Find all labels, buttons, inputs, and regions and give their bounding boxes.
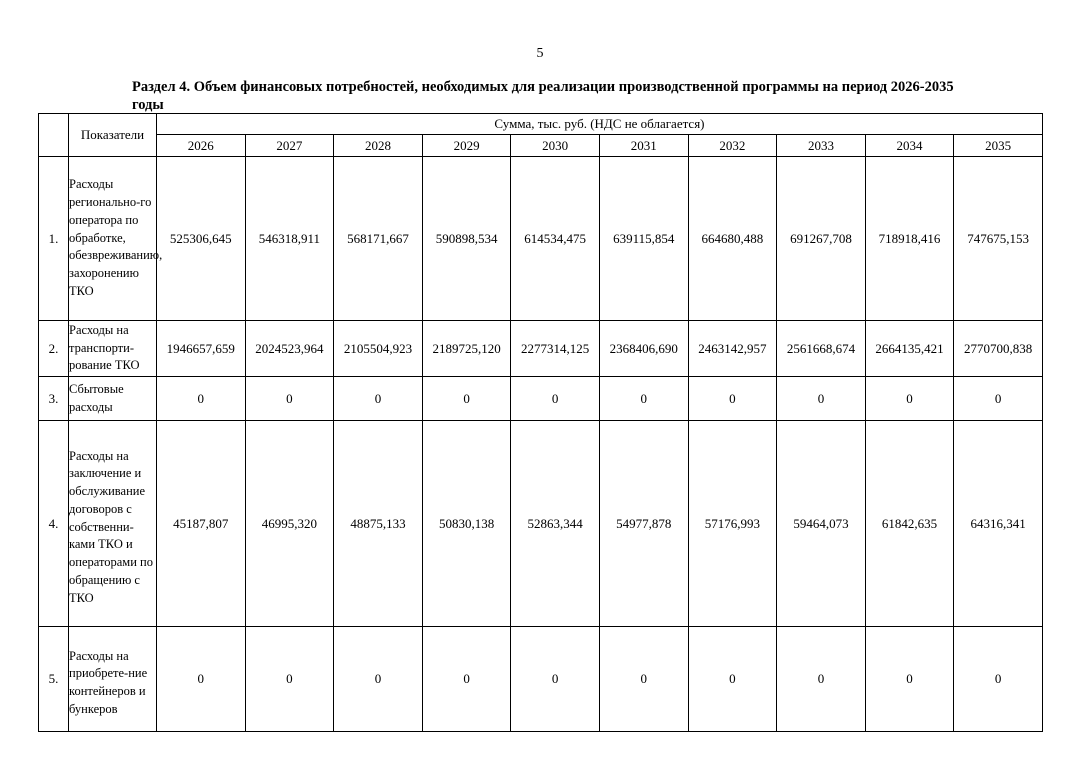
row-value: 48875,133 (334, 421, 423, 627)
row-value: 54977,878 (599, 421, 688, 627)
header-cell-year-2033: 2033 (777, 135, 866, 157)
table-row (39, 377, 1043, 421)
table-header-row-years (39, 135, 1043, 157)
row-value: 0 (954, 627, 1043, 732)
row-value: 2277314,125 (511, 321, 600, 377)
row-value: 525306,645 (157, 157, 246, 321)
row-value: 691267,708 (777, 157, 866, 321)
row-value: 568171,667 (334, 157, 423, 321)
header-cell-sum-group: Сумма, тыс. руб. (НДС не облагается) (157, 114, 1043, 135)
header-cell-year-2027: 2027 (245, 135, 334, 157)
page-number: 5 (536, 46, 544, 61)
row-value: 0 (422, 377, 511, 421)
row-value: 614534,475 (511, 157, 600, 321)
header-cell-year-2028: 2028 (334, 135, 423, 157)
row-value: 0 (334, 627, 423, 732)
header-cell-indicators: Показатели (69, 114, 157, 157)
table-row (39, 321, 1043, 377)
row-value: 61842,635 (865, 421, 954, 627)
row-value: 0 (865, 627, 954, 732)
row-number: 5. (39, 627, 69, 732)
row-value: 0 (777, 377, 866, 421)
row-number: 1. (39, 157, 69, 321)
row-value: 718918,416 (865, 157, 954, 321)
row-value: 0 (334, 377, 423, 421)
row-value: 46995,320 (245, 421, 334, 627)
row-value: 0 (157, 627, 246, 732)
table-row (39, 421, 1043, 627)
row-value: 2189725,120 (422, 321, 511, 377)
row-value: 0 (688, 627, 777, 732)
row-number: 2. (39, 321, 69, 377)
row-value: 2561668,674 (777, 321, 866, 377)
row-value: 639115,854 (599, 157, 688, 321)
row-value: 590898,534 (422, 157, 511, 321)
row-value: 2105504,923 (334, 321, 423, 377)
row-value: 0 (599, 377, 688, 421)
header-cell-year-2031: 2031 (599, 135, 688, 157)
header-cell-year-2034: 2034 (865, 135, 954, 157)
row-label: Расходы на заключение и обслуживание договоров с собственни-ками ТКО и операторами по обращению с ТКО (69, 421, 157, 627)
row-value: 546318,911 (245, 157, 334, 321)
row-label: Расходы на приобрете-ние контейнеров и бункеров (69, 627, 157, 732)
row-value: 0 (865, 377, 954, 421)
row-number: 4. (39, 421, 69, 627)
row-value: 50830,138 (422, 421, 511, 627)
row-value: 2770700,838 (954, 321, 1043, 377)
row-value: 0 (422, 627, 511, 732)
row-value: 0 (688, 377, 777, 421)
row-value: 2463142,957 (688, 321, 777, 377)
row-value: 2024523,964 (245, 321, 334, 377)
row-value: 747675,153 (954, 157, 1043, 321)
row-value: 52863,344 (511, 421, 600, 627)
table-header-row-group (39, 114, 1043, 135)
table-row (39, 627, 1043, 732)
row-value: 664680,488 (688, 157, 777, 321)
row-value: 0 (245, 627, 334, 732)
header-cell-year-2029: 2029 (422, 135, 511, 157)
header-cell-year-2030: 2030 (511, 135, 600, 157)
row-value: 0 (599, 627, 688, 732)
header-cell-year-2026: 2026 (157, 135, 246, 157)
row-label: Расходы регионально-го оператора по обработке, обезвреживанию, захоронению ТКО (69, 157, 157, 321)
row-value: 2664135,421 (865, 321, 954, 377)
page-title: Раздел 4. Объем финансовых потребностей, необходимых для реализации производственной программы на период 2026-2035 годы (132, 79, 954, 114)
row-value: 0 (777, 627, 866, 732)
row-label: Расходы на транспорти-рование ТКО (69, 321, 157, 377)
row-value: 2368406,690 (599, 321, 688, 377)
header-cell-number (39, 114, 69, 157)
financial-needs-table (38, 113, 1043, 732)
row-value: 0 (157, 377, 246, 421)
row-label: Сбытовые расходы (69, 377, 157, 421)
header-cell-year-2035: 2035 (954, 135, 1043, 157)
row-value: 0 (511, 627, 600, 732)
row-value: 0 (511, 377, 600, 421)
row-value: 64316,341 (954, 421, 1043, 627)
row-value: 0 (245, 377, 334, 421)
row-value: 57176,993 (688, 421, 777, 627)
row-value: 45187,807 (157, 421, 246, 627)
header-cell-year-2032: 2032 (688, 135, 777, 157)
table-row (39, 157, 1043, 321)
row-number: 3. (39, 377, 69, 421)
row-value: 59464,073 (777, 421, 866, 627)
row-value: 0 (954, 377, 1043, 421)
row-value: 1946657,659 (157, 321, 246, 377)
